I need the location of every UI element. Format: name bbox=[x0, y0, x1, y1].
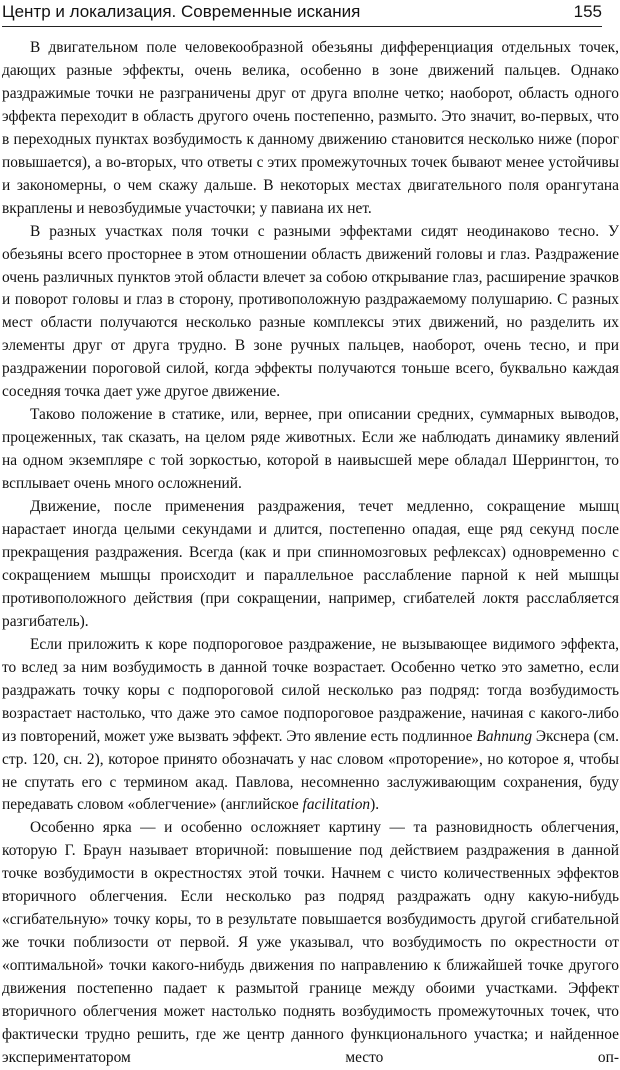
paragraph: В двигательном поле человекообразной обезьяны дифференциация отдельных точек, дающих разные эффекты, очень велика, особенно в зоне движений пальцев. Однако раздражимые точки не разграничены друг от друга вполне четко; наоборот, область одного эффекта переходит в область другого очень постепенно, размыто. Это значит, во-первых, что в переходных пунктах возбудимость к данному движению становится несколько ниже (порог повышается), а во-вторых, что ответы с этих промежуточных точек бывают менее устойчивы и закономерны, о чем скажу дальше. В некоторых местах двигательного поля орангутана вкраплены и невозбудимые участочки; у павиана их нет. bbox=[2, 39, 619, 217]
running-head bbox=[2, 0, 602, 27]
paragraph: Движение, после применения раздражения, течет медленно, сокращение мышц нарастает иногда целыми секундами и длится, постепенно опадая, еще ряд секунд после прекращения раздражения. Всегда (как и при спинномозговых рефлексах) одновременно с сокращением мышцы происходит и параллельное расслабление парной к ней мышцы противоположного действия (при сокращении, например, сгибателей локтя расслабляется разгибатель). bbox=[2, 498, 619, 630]
page-number: 155 bbox=[573, 2, 602, 21]
running-title: Центр и локализация. Современные искания bbox=[2, 2, 361, 21]
italic-term: Bahnung bbox=[476, 727, 533, 745]
paragraph bbox=[2, 634, 619, 818]
italic-term: facilitation bbox=[302, 796, 371, 814]
paragraph-text: Экснера (см. стр. 120, сн. 2), которое принято обозначать у нас словом «проторение», но которое я, чтобы не спутать его с термином акад. Павлова, несомненно заслуживающим сохранения, буду передавать словом «облегчение» (английское bbox=[2, 727, 620, 814]
paragraph: В разных участках поля точки с разными эффектами сидят неодинаково тесно. У обезьяны всего просторнее в этом отношении область движений головы и глаз. Раздражение очень различных пунктов этой области влечет за собою открывание глаз, расширение зрачков и поворот головы и глаз в сторону, противоположную раздражаемому полушарию. С разных мест области получаются несколько разные комплексы этих движений, но разделить их элементы друг от друга трудно. В зоне ручных пальцев, наоборот, очень тесно, и при раздражении пороговой силой, когда эффекты получаются тоньше всего, буквально каждая соседняя точка дает уже другое движение. bbox=[2, 222, 619, 401]
paragraph-text: Если приложить к коре подпороговое раздражение, не вызывающее видимого эффекта, то вслед за ним возбудимость в данной точке возрастает. Особенно четко это заметно, если раздражать точку коры с подпороговой силой несколько раз подряд: тогда возбудимость возрастает настолько, что даже это самое подпороговое раздражение, начиная с какого-либо из повторений, может уже вызвать эффект. Это явление есть подлинное bbox=[2, 635, 619, 745]
paragraph: Особенно ярка — и особенно осложняет картину — та разновидность облегчения, которую Г. Браун называет вторичной: повышение под действием раздражения в данной точке возбудимости в окрестностях этой точки. Начнем с чисто количественных эффектов вторичного облегчения. Если несколько раз подряд раздражать одну какую-нибудь «сгибательную» точку коры, то в результате повышается возбудимость другой сгибательной же точки поблизости от первой. Я уже указывал, что возбудимость по окрестности от «оптимальной» точки какого-нибудь движения по направлению к ближайшей точке другого движения постепенно падает к размытой границе между обоими участками. Эффект вторичного облегчения может настолько поднять возбудимость промежуточных точек, что фактически трудно решить, где же центр данного функционального участка; и найденное экспериментатором место оп- bbox=[2, 819, 619, 1066]
paragraph-text: ). bbox=[370, 796, 380, 814]
body-text bbox=[2, 37, 619, 1070]
paragraph: Таково положение в статике, или, вернее, при описании средних, суммарных выводов, процеженных, так сказать, на целом ряде животных. Если же наблюдать динамику явлений на одном экземпляре с той зоркостью, которой в наивысшей мере обладал Шеррингтон, то всплывает очень много осложнений. bbox=[2, 406, 619, 493]
